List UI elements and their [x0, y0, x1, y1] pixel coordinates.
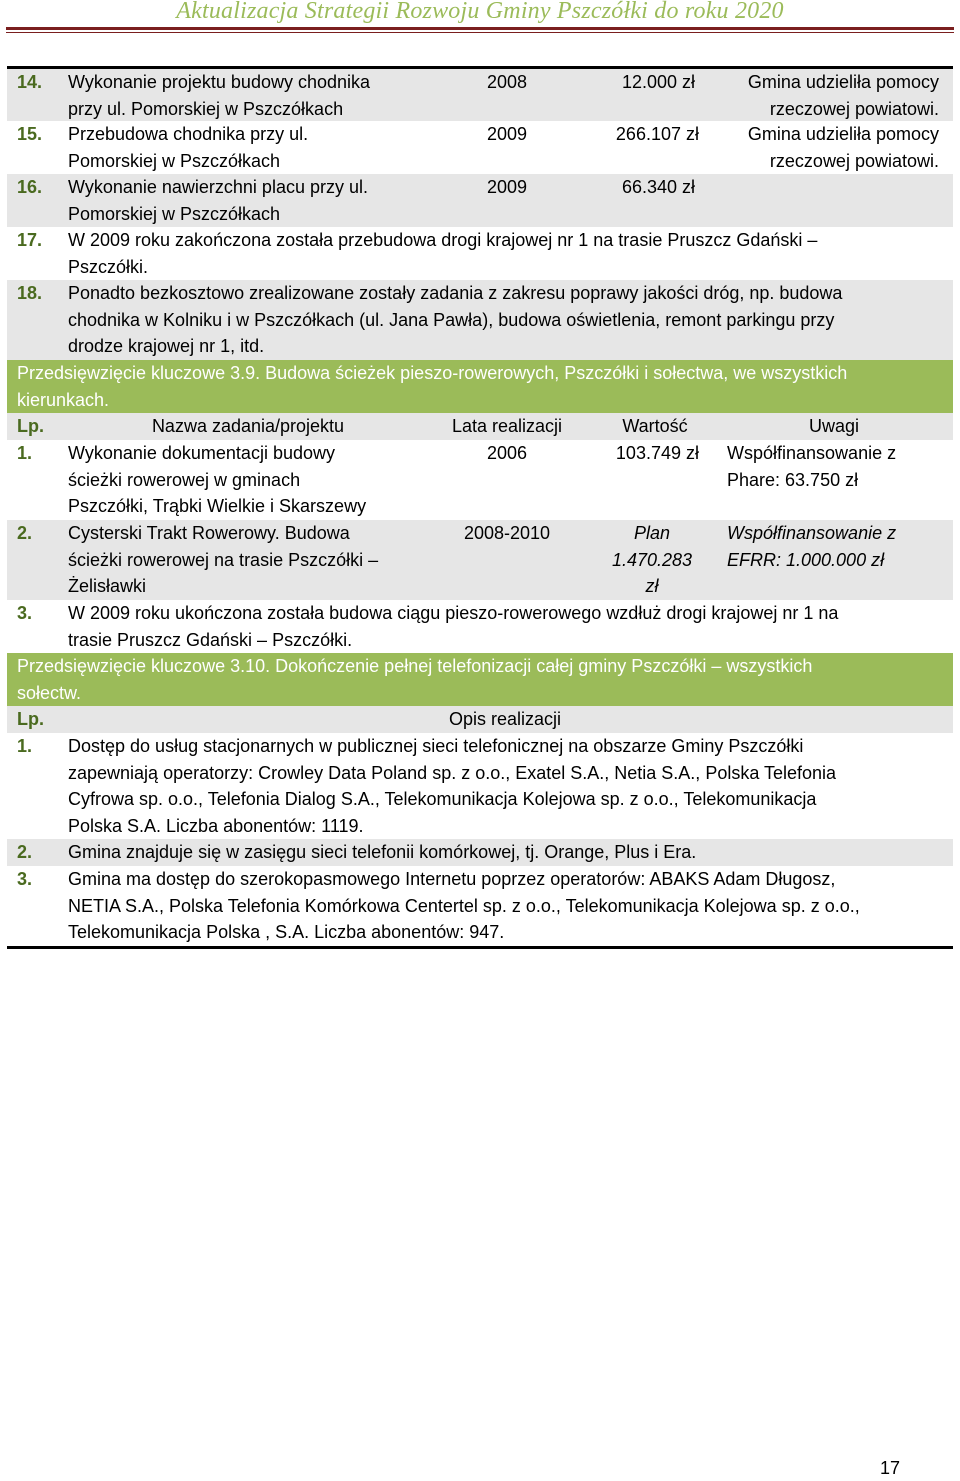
table-row — [7, 121, 953, 174]
row-year: 2009 — [486, 124, 528, 144]
row-value: 66.340 zł — [621, 177, 695, 197]
row-value: 266.107 zł — [615, 124, 699, 144]
table-row — [7, 280, 953, 360]
table-row — [7, 839, 953, 866]
row-number: 3. — [17, 869, 33, 889]
row-number: 1. — [17, 443, 33, 463]
row-notes: Współfinansowanie z Phare: 63.750 zł — [727, 443, 897, 490]
page-number: 17 — [880, 1458, 901, 1478]
row-name: Wykonanie projektu budowy chodnika przy ul. Pomorskiej w Pszczółkach — [68, 72, 371, 119]
header-rule-thin — [6, 32, 954, 33]
document-table — [7, 66, 953, 949]
header-notes: Uwagi — [808, 416, 860, 436]
row-value: 103.749 zł — [615, 443, 699, 463]
row-value: Plan 1.470.283 zł — [611, 523, 693, 597]
header-value: Wartość — [622, 416, 688, 436]
row-year: 2009 — [486, 177, 528, 197]
column-headers — [7, 706, 953, 733]
header-rule-thick — [6, 27, 954, 30]
row-number: 17. — [17, 230, 43, 250]
row-text: Ponadto bezkosztowo zrealizowane zostały zadania z zakresu poprawy jakości dróg, np. budowa chodnika w Kolniku i w Pszczółkach (ul. Jana Pawła), budowa oświetlenia, remont parkingu przy drodze krajowej nr 1, itd. — [68, 283, 843, 357]
row-text: Dostęp do usług stacjonarnych w publicznej sieci telefonicznej na obszarze Gminy Pszczółki zapewniają operatorzy: Crowley Data Poland sp. z o.o., Exatel S.A., Netia S.A., Polska Telefonia Cyfrowa sp. o.o., Telefonia Dialog S.A., Telekomunikacja Kolejowa sp. z o.o., Telekomunikacja Polska S.A. Liczba abonentów: 1119. — [68, 736, 837, 836]
row-text: W 2009 roku ukończona została budowa ciągu pieszo-rowerowego wzdłuż drogi krajowej nr 1 na trasie Pruszcz Gdański – Pszczółki. — [68, 603, 839, 650]
table-row — [7, 174, 953, 227]
row-number: 2. — [17, 842, 33, 862]
row-years: 2008-2010 — [463, 523, 551, 543]
header-years: Lata realizacji — [451, 416, 563, 436]
table-row — [7, 66, 953, 121]
row-text: W 2009 roku zakończona została przebudowa drogi krajowej nr 1 na trasie Pruszcz Gdański – Pszczółki. — [68, 230, 818, 277]
header-description: Opis realizacji — [448, 709, 562, 729]
column-headers — [7, 413, 953, 440]
row-year: 2008 — [486, 72, 528, 92]
row-number: 3. — [17, 603, 33, 623]
row-number: 2. — [17, 523, 33, 543]
row-text: Gmina znajduje się w zasięgu sieci telefonii komórkowej, tj. Orange, Plus i Era. — [68, 842, 697, 862]
row-notes: Gmina udzieliła pomocy rzeczowej powiatowi. — [747, 72, 939, 119]
row-number: 15. — [17, 124, 43, 144]
table-row — [7, 227, 953, 280]
row-number: 14. — [17, 72, 43, 92]
header-lp: Lp. — [17, 416, 44, 436]
row-number: 1. — [17, 736, 33, 756]
row-number: 16. — [17, 177, 43, 197]
header-name: Nazwa zadania/projektu — [151, 416, 345, 436]
row-name: Wykonanie nawierzchni placu przy ul. Pomorskiej w Pszczółkach — [68, 177, 368, 224]
table-row — [7, 733, 953, 839]
row-value: 12.000 zł — [621, 72, 695, 92]
table-row — [7, 600, 953, 653]
table-row — [7, 520, 953, 600]
section-heading-3-10: Przedsięwzięcie kluczowe 3.10. Dokończenie pełnej telefonizacji całej gminy Pszczółki – wszystkich sołectw. — [7, 653, 953, 706]
page-header-title: Aktualizacja Strategii Rozwoju Gminy Pszczółki do roku 2020 — [176, 0, 784, 24]
row-name: Przebudowa chodnika przy ul. Pomorskiej w Pszczółkach — [68, 124, 309, 171]
section-heading-3-9: Przedsięwzięcie kluczowe 3.9. Budowa ścieżek pieszo-rowerowych, Pszczółki i sołectwa, we wszystkich kierunkach. — [7, 360, 953, 413]
table-row — [7, 866, 953, 949]
row-notes: Współfinansowanie z EFRR: 1.000.000 zł — [727, 523, 897, 570]
row-years: 2006 — [486, 443, 528, 463]
row-notes: Gmina udzieliła pomocy rzeczowej powiatowi. — [747, 124, 939, 171]
row-text: Gmina ma dostęp do szerokopasmowego Internetu poprzez operatorów: ABAKS Adam Długosz, NETIA S.A., Polska Telefonia Komórkowa Centertel sp. z o.o., Telekomunikacja Kolejowa sp. z o.o., Telekomunikacja Polska , S.A. Liczba abonentów: 947. — [68, 869, 860, 943]
row-name: Cysterski Trakt Rowerowy. Budowa ścieżki rowerowej na trasie Pszczółki – Żelisławki — [68, 523, 379, 597]
row-number: 18. — [17, 283, 43, 303]
header-lp: Lp. — [17, 709, 44, 729]
row-name: Wykonanie dokumentacji budowy ścieżki rowerowej w gminach Pszczółki, Trąbki Wielkie i Skarszewy — [68, 443, 367, 517]
table-row — [7, 440, 953, 520]
